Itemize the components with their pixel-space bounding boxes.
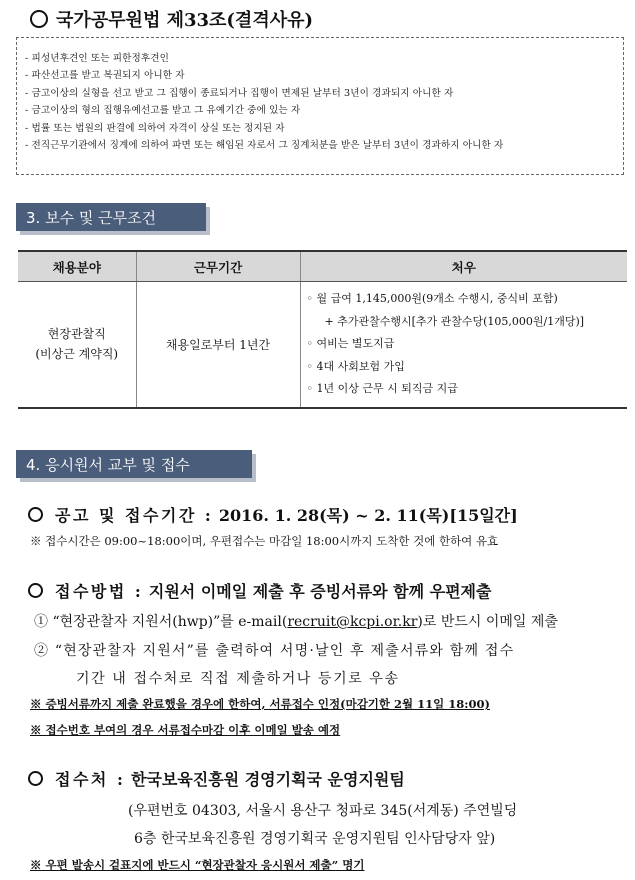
circle-bullet-icon	[28, 771, 43, 786]
cell-period: 채용일로부터 1년간	[136, 282, 300, 408]
header-benefits: 처우	[300, 251, 627, 282]
section-3-header	[16, 203, 206, 231]
law-line: - 법률 또는 법원의 판결에 의하여 자격이 상실 또는 정지된 자	[25, 122, 285, 134]
law-line: - 금고이상의 실형을 선고 받고 그 집행이 종료되거나 집행이 면제된 날부터 3년이 경과되지 아니한 자	[25, 87, 454, 99]
method-step-1	[34, 611, 558, 631]
method-value: 지원서 이메일 제출 후 증빙서류와 함께 우편제출	[148, 582, 492, 601]
field-name: 현장관찰직	[47, 327, 106, 342]
conditions-table	[18, 250, 627, 409]
law-title-text: 국가공무원법 제33조(결격사유)	[56, 10, 314, 31]
period-note: ※ 접수시간은 09:00~18:00이며, 우편접수는 마감일 18:00시까지 도착한 것에 한하여 유효	[30, 534, 499, 548]
benefit-insurance: ◦ 4대 사회보험 가입	[306, 359, 405, 373]
section-4-header	[16, 450, 252, 478]
notice-envelope: ※ 우편 발송시 겉표지에 반드시 “현장관찰자 응시원서 제출” 명기	[30, 858, 365, 872]
circle-bullet-icon	[30, 10, 48, 28]
cell-benefits	[300, 282, 627, 408]
benefit-travel: ◦ 여비는 별도지급	[306, 337, 395, 350]
period-label: 공고 및 접수기간 :	[55, 506, 214, 525]
law-title	[30, 6, 313, 32]
header-period: 근무기간	[136, 251, 300, 282]
place-value: 한국보육진흥원 경영기획국 운영지원팀	[130, 770, 405, 789]
recruit-email-link[interactable]: recruit@kcpi.or.kr	[287, 614, 418, 630]
address-line-2: 6층 한국보육진흥원 경영기획국 운영지원팀 인사담당자 앞)	[134, 831, 496, 847]
method-step-2-line1: ② “현장관찰자 지원서”를 출력하여 서명·날인 후 제출서류와 함께 접수	[34, 643, 515, 659]
section-4-title: 4. 응시원서 교부 및 접수	[26, 455, 190, 474]
cell-field	[18, 282, 136, 408]
place-label: 접수처 :	[55, 770, 126, 789]
method-step-2-line2: 기간 내 접수처로 직접 제출하거나 등기로 우송	[76, 671, 400, 687]
law-line: - 금고이상의 형의 집행유예선고를 받고 그 유예기간 중에 있는 자	[25, 105, 301, 117]
law-line: - 전직근무기관에서 징계에 의하여 파면 또는 해임된 자로서 그 징계처분을 받은 날부터 3년이 경과하지 아니한 자	[25, 140, 504, 152]
application-period	[28, 503, 518, 526]
application-method	[28, 579, 491, 602]
field-type: (비상근 계약직)	[35, 347, 119, 362]
circle-bullet-icon	[28, 583, 43, 598]
method-label: 접수방법 :	[55, 582, 144, 601]
notice-receipt-number: ※ 접수번호 부여의 경우 서류접수마감 이후 이메일 발송 예정	[30, 723, 341, 737]
notice-documents: ※ 증빙서류까지 제출 완료했을 경우에 한하여, 서류접수 인정(마감기한 2월 11일 18:00)	[30, 697, 490, 711]
method-step-1-suffix: )로 반드시 이메일 제출	[417, 614, 558, 630]
law-line: - 피성년후견인 또는 피한정후견인	[25, 53, 169, 64]
benefit-extra: + 추가관찰수행시[추가 관찰수당(105,000원/1개당)]	[324, 314, 585, 328]
law-line: - 파산선고를 받고 복권되지 아니한 자	[25, 70, 185, 82]
address-line-1: (우편번호 04303, 서울시 용산구 청파로 345(서계동) 주연빌딩	[128, 803, 518, 819]
header-field: 채용분야	[18, 251, 136, 282]
circle-bullet-icon	[28, 507, 43, 522]
benefit-salary: ◦ 월 급여 1,145,000원(9개소 수행시, 중식비 포함)	[306, 292, 558, 305]
period-value: 2016. 1. 28(목) ~ 2. 11(목)[15일간]	[218, 506, 518, 525]
table-header-row	[18, 251, 627, 282]
section-3-title: 3. 보수 및 근무조건	[26, 208, 157, 227]
table-row	[18, 282, 627, 408]
submission-place	[28, 767, 405, 790]
benefit-severance: ◦ 1년 이상 근무 시 퇴직금 지급	[306, 382, 458, 395]
disqualification-box	[16, 37, 624, 175]
method-step-1-prefix: ① “현장관찰자 지원서(hwp)”를 e-mail(	[34, 614, 288, 630]
